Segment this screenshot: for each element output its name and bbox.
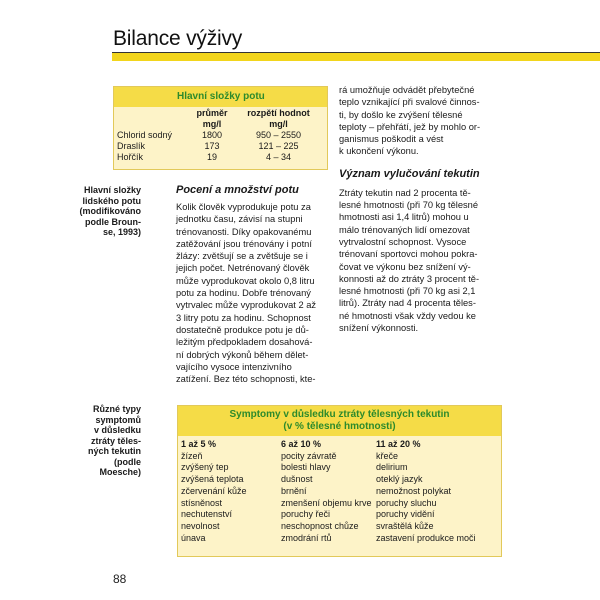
text-line: Ztráty tekutin nad 2 procenta tě- — [339, 187, 471, 198]
text-line: teploty – přehřátí, jež by mohlo or- — [339, 121, 481, 132]
table-title-line2: (v % tělesné hmotnosti) — [283, 421, 396, 432]
caption-line: (podle — [114, 456, 141, 467]
symptom-item: pocity závratě — [281, 450, 337, 461]
section-title-sweating: Pocení a množství potu — [176, 184, 299, 196]
text-line: žlázy: zvětšují se a zvětšuje se i — [176, 251, 308, 262]
header-divider — [112, 52, 600, 53]
column-11-20-percent — [376, 439, 504, 544]
symptom-item: nechutenství — [181, 509, 233, 520]
text-line: lesné hmotnosti (při 70 kg asi 2,1 — [339, 286, 476, 297]
symptom-item: zvýšený tep — [181, 462, 229, 473]
text-line: vytrvalostní schopnost. Vysoce — [339, 236, 467, 247]
table-cell-avg: 173 — [204, 141, 220, 151]
table-header-empty — [114, 107, 194, 130]
symptom-item: delirium — [376, 462, 408, 473]
text-line: potu za hodinu. Dobře trénovaný — [176, 288, 311, 299]
caption-line: lidského potu — [82, 195, 141, 206]
symptom-item: poruchy vidění — [376, 509, 435, 520]
symptom-item: bolesti hlavy — [281, 462, 331, 473]
table-cell-avg: 19 — [206, 152, 217, 162]
sweat-components-table — [113, 86, 328, 170]
column-header-avg-l2: mg/l — [202, 119, 222, 129]
table-title-line1: Symptomy v důsledku ztráty tělesných tekutin — [229, 409, 450, 420]
symptom-item: brnění — [281, 485, 307, 496]
table-cell-avg: 1800 — [201, 130, 223, 140]
symptom-item: zmodrání rtů — [281, 532, 332, 543]
column-header-avg-l1: průměr — [196, 108, 228, 118]
symptom-item: únava — [181, 532, 206, 543]
symptom-item: křeče — [376, 450, 399, 461]
text-line: litrů). Ztráty nad 4 procenta těles- — [339, 298, 476, 309]
text-line: jejich počet. Netrénovaný člověk — [176, 263, 310, 274]
table1-caption — [41, 185, 141, 238]
table-grid — [114, 107, 327, 163]
page-number: 88 — [113, 572, 127, 586]
text-line: rá umožňuje odvádět přebytečné — [339, 85, 475, 95]
symptom-item: zmenšení objemu krve — [281, 497, 372, 508]
page-header-title: Bilance výživy — [113, 27, 243, 50]
symptom-item: zvýšená teplota — [181, 474, 244, 485]
text-line: teplo vznikající při svalové činnos- — [339, 97, 480, 108]
symptom-item: poruchy řeči — [281, 509, 331, 520]
caption-line: v důsledku — [93, 425, 141, 435]
symptom-item: zastavení produkce moči — [376, 532, 476, 543]
table-cell-range: 121 – 225 — [258, 141, 299, 151]
text-line: hmotnosti asi 1,4 litrů) mohou u — [339, 212, 469, 223]
column-header-range-l2: mg/l — [269, 119, 288, 129]
column-header: 6 až 10 % — [281, 439, 322, 449]
column-header-avg — [194, 107, 230, 130]
table-cell-name: Hořčík — [117, 152, 144, 162]
text-line: 3 litry potu za hodinu. Schopnost — [176, 312, 311, 323]
text-line: může vyprodukovat okolo 0,8 litru — [176, 275, 315, 286]
symptom-item: dušnost — [281, 474, 313, 485]
caption-line: (modifikováno — [79, 206, 141, 216]
text-line: zatížení. Bez této schopnosti, kte- — [176, 374, 316, 385]
text-line: vytrvalec může vyprodukovat 2 až — [176, 300, 317, 311]
text-line: Kolik člověk vyprodukuje potu za — [176, 202, 311, 212]
text-line: málo trénovaných lidí omezovat — [339, 224, 470, 235]
dehydration-symptoms-table — [177, 405, 502, 557]
symptom-item: poruchy sluchu — [376, 497, 437, 508]
header-bar — [112, 52, 600, 61]
table2-caption — [81, 404, 141, 478]
text-line: ti, by došlo ke zvýšení tělesné — [339, 109, 463, 120]
caption-line: Různé typy — [92, 404, 141, 414]
symptom-item: stísněnost — [181, 497, 223, 508]
symptom-item: svraštělá kůže — [376, 520, 434, 531]
caption-line: Hlavní složky — [83, 185, 141, 195]
text-line: lesné hmotnosti (při 70 kg tělesné — [339, 200, 479, 211]
section-title-fluid-loss: Význam vylučování tekutin — [339, 167, 480, 180]
symptom-item: nemožnost polykat — [376, 485, 452, 496]
text-line: trénovaní sportovci mohou pokra- — [339, 249, 478, 260]
column-header-range — [230, 107, 327, 130]
text-line: dostatečně produkce potu je dů- — [176, 324, 309, 335]
column-header-range-l1: rozpětí hodnot — [247, 108, 310, 118]
table-title: Hlavní složky potu — [114, 87, 327, 107]
column-6-10-percent — [281, 439, 376, 544]
symptom-item: neschopnost chůze — [281, 520, 359, 531]
text-line: zatěžování jsou trénovány i potní — [176, 238, 312, 249]
table-cell-range: 4 – 34 — [265, 152, 292, 162]
text-column-right — [339, 84, 501, 334]
text-line: snížení výkonnosti. — [339, 323, 419, 334]
caption-line: podle Broun- — [85, 216, 141, 227]
column-header: 11 až 20 % — [376, 439, 421, 449]
text-line: jednotku času, závisí na stupni — [176, 214, 303, 225]
table-cell-name: Draslík — [117, 141, 146, 151]
caption-line: symptomů — [95, 414, 141, 425]
text-line: né hmotnosti však vždy vedou ke — [339, 310, 476, 321]
text-line: konnosti až do ztráty 3 procent tě- — [339, 273, 480, 284]
text-line: ní dobrých výkonů během dělet- — [176, 349, 309, 360]
symptom-item: zčervenání kůže — [181, 485, 247, 496]
table-title — [178, 406, 501, 436]
symptom-item: oteklý jazyk — [376, 474, 423, 485]
caption-line: se, 1993) — [102, 227, 141, 237]
caption-line: Moesche) — [99, 467, 141, 477]
symptom-item: žízeň — [181, 450, 203, 461]
column-1-5-percent — [181, 439, 281, 544]
text-column-left — [176, 183, 334, 385]
text-line: ganismus poškodit a vést — [339, 134, 444, 145]
symptom-item: nevolnost — [181, 520, 220, 531]
text-line: ležitým předpokladem dosahová- — [176, 337, 313, 348]
caption-line: ných tekutin — [87, 446, 141, 456]
column-header: 1 až 5 % — [181, 439, 217, 449]
text-line: čovat ve výkonu bez snížení vý- — [339, 261, 471, 272]
text-line: k ukončení výkonu. — [339, 146, 419, 157]
caption-line: ztráty těles- — [90, 435, 141, 446]
text-line: trénovanosti. Díky opakovanému — [176, 226, 312, 237]
table-cell-name: Chlorid sodný — [117, 130, 173, 140]
text-line: vajícího vysoce intenzivního — [176, 361, 292, 372]
table-cell-range: 950 – 2550 — [255, 130, 302, 140]
table-columns — [178, 436, 501, 544]
